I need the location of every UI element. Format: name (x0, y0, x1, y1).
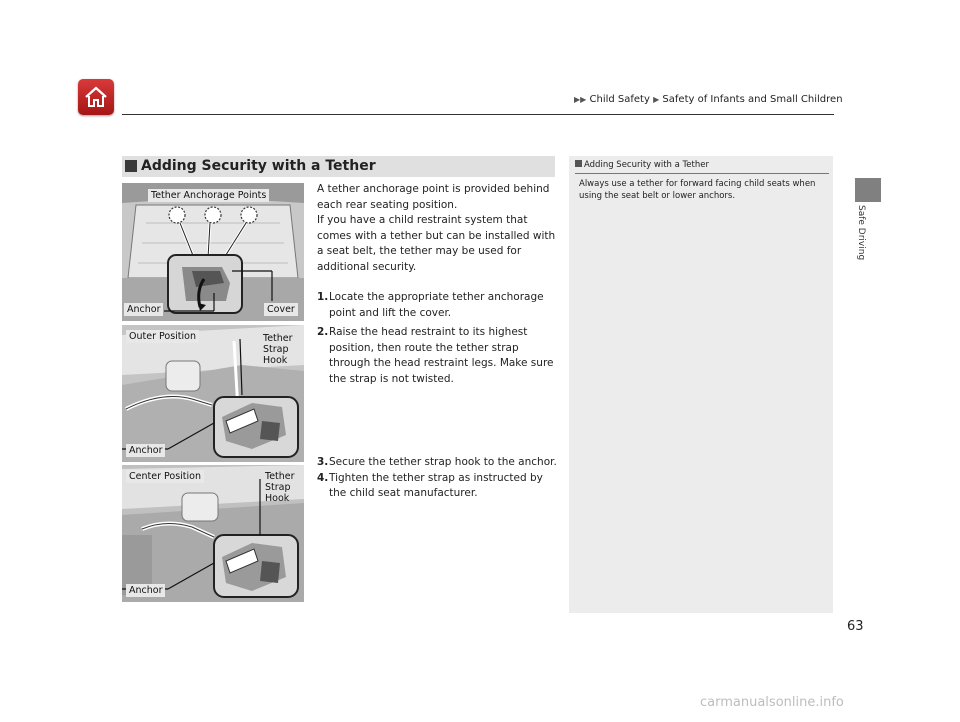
anchor-label: Anchor (126, 444, 165, 457)
note-marker-icon (575, 160, 582, 167)
outer-position-label: Outer Position (126, 330, 199, 343)
breadcrumb-item-child-safety[interactable]: Child Safety (589, 94, 650, 105)
step-number: 4. (317, 471, 329, 484)
step-text: Secure the tether strap hook to the anchor. (329, 456, 557, 468)
chapter-tab[interactable] (855, 178, 881, 202)
side-note-title (575, 160, 709, 170)
breadcrumb (574, 94, 843, 105)
anchor-label: Anchor (124, 303, 163, 316)
tether-strap-hook-label: Tether Strap Hook (263, 333, 293, 366)
center-position-label: Center Position (126, 470, 204, 483)
step-text: Locate the appropriate tether anchorage point and lift the cover. (329, 291, 544, 319)
breadcrumb-item-current[interactable]: Safety of Infants and Small Children (662, 94, 843, 105)
square-bullet-icon (125, 160, 137, 172)
figure-center-position (122, 465, 304, 602)
step-text: Raise the head restraint to its highest position, then route the tether strap through the head restraint legs. Make sure the strap is not twisted. (329, 326, 554, 385)
tether-strap-hook-label: Tether Strap Hook (265, 471, 295, 504)
rear-window-illustration (122, 183, 304, 321)
step-4 (317, 471, 557, 502)
page-number: 63 (847, 619, 864, 634)
figure-tether-anchorage-points (122, 183, 304, 321)
step-3 (317, 455, 557, 471)
home-button[interactable] (78, 79, 114, 115)
intro-paragraph: A tether anchorage point is provided behind each rear seating position. (317, 183, 550, 211)
header-divider (122, 114, 834, 115)
side-note-divider (575, 173, 829, 174)
instructions-body (317, 182, 557, 502)
chapter-tab-label: Safe Driving (856, 205, 866, 261)
side-note-text: Always use a tether for forward facing child seats when using the seat belt or lower anchors. (579, 179, 816, 201)
side-note-title-text: Adding Security with a Tether (584, 160, 709, 170)
step-text: Tighten the tether strap as instructed by the child seat manufacturer. (329, 471, 543, 499)
home-icon (84, 85, 108, 109)
figure-outer-position (122, 325, 304, 462)
breadcrumb-arrow-icon: ▶ (653, 95, 660, 104)
side-note (569, 156, 833, 613)
cover-label: Cover (264, 303, 298, 316)
breadcrumb-arrow-icon: ▶▶ (574, 95, 587, 104)
watermark: carmanualsonline.info (700, 695, 844, 710)
section-title: Adding Security with a Tether (141, 158, 376, 174)
seat-belt-paragraph: If you have a child restraint system that comes with a tether but can be installed with a seat belt, the tether may be used for additional security. (317, 214, 556, 273)
step-number: 1. (317, 291, 329, 303)
step-number: 2. (317, 326, 329, 338)
step-number: 3. (317, 456, 329, 468)
tether-anchorage-points-label: Tether Anchorage Points (148, 189, 269, 202)
step-2 (317, 325, 557, 387)
anchor-label: Anchor (126, 584, 165, 597)
section-header (122, 156, 555, 177)
step-1 (317, 290, 557, 321)
